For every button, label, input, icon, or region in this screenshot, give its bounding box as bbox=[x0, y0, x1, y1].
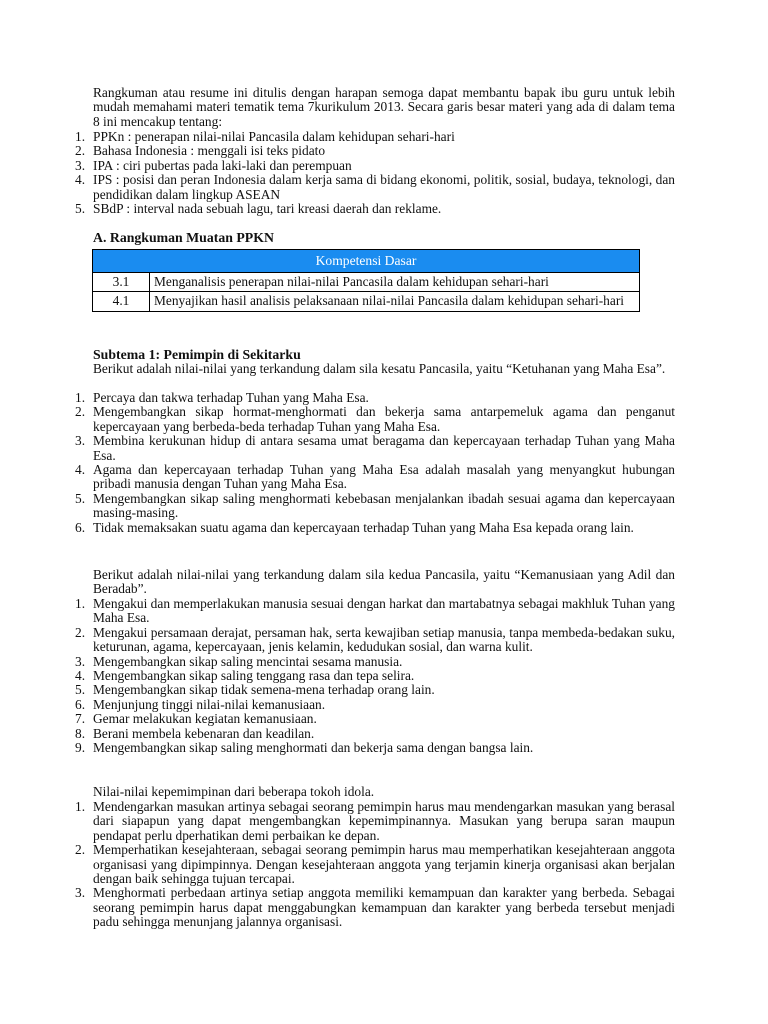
table-row bbox=[93, 292, 640, 311]
list-text: Mengembangkan sikap saling menghormati dan bekerja sama dengan bangsa lain. bbox=[93, 740, 534, 756]
sila1-list bbox=[75, 391, 675, 535]
list-item bbox=[75, 712, 675, 726]
list-item bbox=[75, 405, 675, 434]
list-number: 2. bbox=[75, 842, 86, 858]
list-item bbox=[75, 521, 675, 535]
list-number: 8. bbox=[75, 725, 86, 741]
list-number: 6. bbox=[75, 696, 86, 712]
list-number: 7. bbox=[75, 711, 86, 727]
list-text: Tidak memaksakan suatu agama dan kepercayaan terhadap Tuhan yang Maha Esa kepada orang lain. bbox=[93, 519, 634, 535]
kd-code: 3.1 bbox=[93, 273, 150, 292]
list-text: Menjunjung tinggi nilai-nilai kemanusiaan. bbox=[93, 696, 326, 712]
list-item bbox=[75, 434, 675, 463]
list-item bbox=[75, 698, 675, 712]
list-number: 5. bbox=[75, 201, 86, 217]
list-text: Membina kerukunan hidup di antara sesama umat beragama dan kepercayaan terhadap Tuhan yang Maha Esa. bbox=[93, 433, 675, 463]
list-number: 4. bbox=[75, 462, 86, 478]
table-header: Kompetensi Dasar bbox=[93, 250, 640, 273]
list-number: 3. bbox=[75, 433, 86, 449]
list-number: 1. bbox=[75, 799, 86, 814]
intro-paragraph: Rangkuman atau resume ini ditulis dengan harapan semoga dapat membantu bapak ibu guru untuk lebih mudah memahami materi tematik tema 7kurikulum 2013. Secara garis besar materi yang ada di dalam tema 8 ini mencakup tentang: bbox=[93, 85, 675, 129]
list-item bbox=[75, 173, 675, 202]
list-item bbox=[75, 886, 675, 929]
list-text: Berani membela kebenaran dan keadilan. bbox=[93, 725, 315, 741]
section-a-heading: A. Rangkuman Muatan PPKN bbox=[93, 230, 274, 245]
list-text: Mengembangkan sikap saling mencintai sesama manusia. bbox=[93, 653, 403, 669]
list-text: Mengembangkan sikap hormat-menghormati dan bekerja sama antarpemeluk agama dan penganut kepercayaan yang berbeda-beda terhadap Tuhan yang Maha Esa. bbox=[93, 404, 675, 434]
list-number: 3. bbox=[75, 885, 86, 901]
list-text: SBdP : interval nada sebuah lagu, tari kreasi daerah dan reklame. bbox=[93, 201, 442, 217]
list-item bbox=[75, 130, 675, 144]
list-number: 2. bbox=[75, 143, 86, 159]
list-text: IPS : posisi dan peran Indonesia dalam kerja sama di bidang ekonomi, politik, sosial, budaya, teknologi, dan pendidikan dalam lingkup ASEAN bbox=[93, 172, 675, 202]
topics-list bbox=[75, 130, 675, 216]
list-number: 1. bbox=[75, 596, 86, 611]
list-text: Bahasa Indonesia : menggali isi teks pidato bbox=[93, 143, 326, 159]
list-number: 2. bbox=[75, 404, 86, 420]
list-text: Menghormati perbedaan artinya setiap anggota memiliki kemampuan dan karakter yang berbeda. Sebagai seorang pemimpin harus dapat menggabungkan kemampuan dan karakter yang berbeda tersebut menjadi padu sehingga menunjang jalannya organisasi. bbox=[93, 885, 675, 930]
list-text: Percaya dan takwa terhadap Tuhan yang Maha Esa. bbox=[93, 390, 369, 405]
list-item bbox=[75, 741, 675, 755]
list-text: Mengakui persamaan derajat, persaman hak, serta kewajiban setiap manusia, tanpa membeda-bedakan suku, keturunan, agama, kepercayaan, jenis kelamin, kedudukan sosial, dan warna kulit. bbox=[93, 624, 675, 655]
kd-description: Menyajikan hasil analisis pelaksanaan nilai-nilai Pancasila dalam kehidupan sehari-hari bbox=[150, 292, 640, 311]
list-number: 4. bbox=[75, 668, 86, 684]
leader-list bbox=[75, 800, 675, 930]
list-item bbox=[75, 159, 675, 173]
list-number: 9. bbox=[75, 740, 86, 756]
list-number: 5. bbox=[75, 682, 86, 698]
list-item bbox=[75, 144, 675, 158]
list-item bbox=[75, 391, 675, 405]
list-item bbox=[75, 202, 675, 216]
list-number: 3. bbox=[75, 157, 86, 173]
list-item bbox=[75, 843, 675, 886]
list-number: 3. bbox=[75, 653, 86, 669]
subtema-heading: Subtema 1: Pemimpin di Sekitarku bbox=[93, 347, 301, 362]
list-item bbox=[75, 800, 675, 843]
list-number: 1. bbox=[75, 390, 86, 405]
list-item bbox=[75, 669, 675, 683]
list-item bbox=[75, 727, 675, 741]
list-text: Mendengarkan masukan artinya sebagai seorang pemimpin harus mau mendengarkan masukan yang berasal dari siapapun yang dapat mengembangkan kepemimpinannya. Masukan yang berupa saran maupun pendapat perlu dperhatikan demi perbaikan ke depan. bbox=[93, 799, 675, 843]
table-row bbox=[93, 273, 640, 292]
sila2-list bbox=[75, 597, 675, 755]
list-text: Agama dan kepercayaan terhadap Tuhan yang Maha Esa adalah masalah yang menyangkut hubungan pribadi manusia dengan Tuhan yang Maha Esa. bbox=[93, 462, 675, 492]
kd-description: Menganalisis penerapan nilai-nilai Pancasila dalam kehidupan sehari-hari bbox=[150, 273, 640, 292]
list-text: PPKn : penerapan nilai-nilai Pancasila dalam kehidupan sehari-hari bbox=[93, 129, 455, 144]
list-number: 1. bbox=[75, 129, 86, 144]
list-item bbox=[75, 492, 675, 521]
list-item bbox=[75, 683, 675, 697]
list-number: 4. bbox=[75, 172, 86, 188]
list-item bbox=[75, 597, 675, 626]
leader-intro: Nilai-nilai kepemimpinan dari beberapa tokoh idola. bbox=[93, 784, 375, 799]
list-item bbox=[75, 655, 675, 669]
list-text: Memperhatikan kesejahteraan, sebagai seorang pemimpin harus mau memperhatikan kesejahteraan anggota organisasi yang dipimpinnya. Dengan kesejahteraan anggota yang terjamin kinerja organisasi akan berjalan dengan baik sehingga tujuan tercapai. bbox=[93, 842, 675, 887]
list-text: Mengembangkan sikap tidak semena-mena terhadap orang lain. bbox=[93, 682, 435, 698]
list-item bbox=[75, 463, 675, 492]
kd-code: 4.1 bbox=[93, 292, 150, 311]
list-text: Mengembangkan sikap saling tenggang rasa dan tepa selira. bbox=[93, 668, 415, 684]
list-text: Mengembangkan sikap saling menghormati kebebasan menjalankan ibadah sesuai agama dan kepercayaan masing-masing. bbox=[93, 490, 675, 521]
sila2-intro: Berikut adalah nilai-nilai yang terkandung dalam sila kedua Pancasila, yaitu “Kemanusiaan yang Adil dan Beradab”. bbox=[93, 567, 675, 597]
list-number: 5. bbox=[75, 490, 86, 506]
list-item bbox=[75, 626, 675, 655]
list-number: 2. bbox=[75, 624, 86, 640]
list-number: 6. bbox=[75, 519, 86, 535]
list-text: Mengakui dan memperlakukan manusia sesuai dengan harkat dan martabatnya sebagai makhluk Tuhan yang Maha Esa. bbox=[93, 596, 675, 626]
list-text: Gemar melakukan kegiatan kemanusiaan. bbox=[93, 711, 317, 727]
sila1-intro: Berikut adalah nilai-nilai yang terkandung dalam sila kesatu Pancasila, yaitu “Ketuhanan yang Maha Esa”. bbox=[93, 361, 666, 376]
kompetensi-table bbox=[92, 249, 640, 312]
list-text: IPA : ciri pubertas pada laki-laki dan perempuan bbox=[93, 157, 352, 173]
